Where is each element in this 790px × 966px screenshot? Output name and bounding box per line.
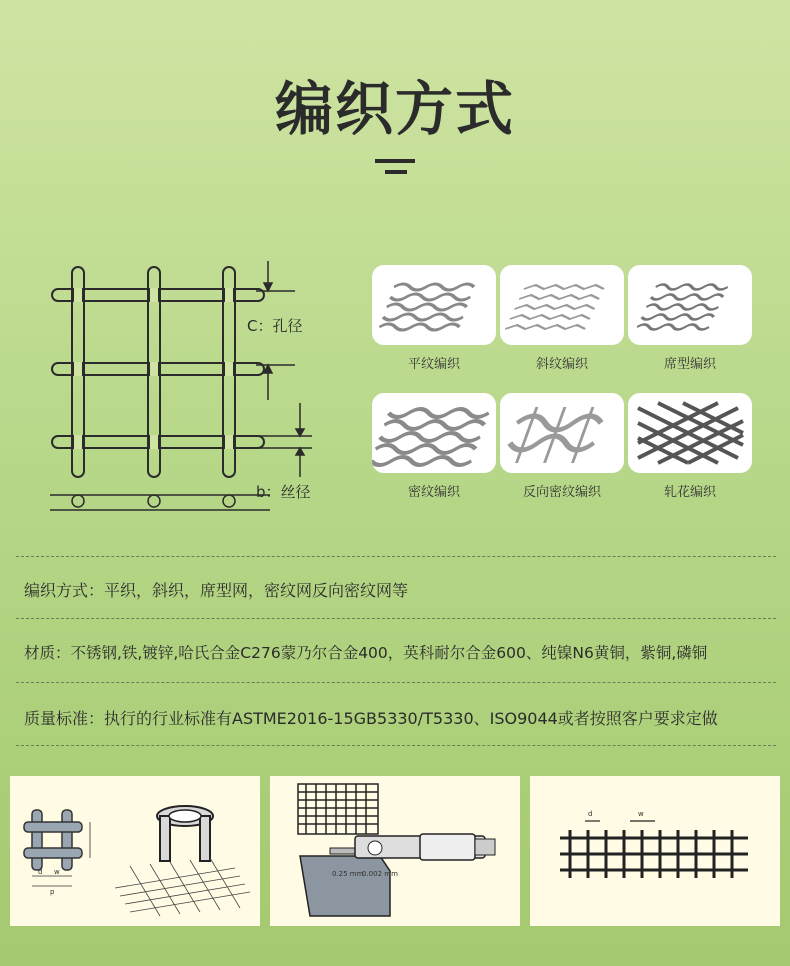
- weave-methods-text: 编织方式：平织，斜织，席型网，密纹网反向密纹网等: [24, 581, 409, 600]
- divider: [16, 618, 776, 619]
- mesh-dimension-diagram: [40, 255, 350, 535]
- wire-cross-section-panel: [10, 776, 260, 926]
- twill-weave-icon: [500, 265, 624, 345]
- dutch-weave-icon: [628, 265, 752, 345]
- panel-label-d: d: [38, 868, 43, 876]
- weave-label: 平纹编织: [407, 357, 460, 372]
- title-underline-bottom: [385, 170, 407, 174]
- divider: [16, 556, 776, 557]
- divider: [16, 745, 776, 746]
- weave-label: 轧花编织: [663, 485, 716, 500]
- weave-label: 斜纹编织: [535, 357, 588, 372]
- panel-label-w: w: [54, 868, 60, 876]
- title-underline-top: [375, 159, 415, 163]
- divider: [16, 682, 776, 683]
- plain-weave-icon: [372, 265, 496, 345]
- weave-label: 密纹编织: [407, 485, 460, 500]
- weave-type-gallery: [372, 265, 752, 515]
- micrometer-reading-2: 0.002 mm: [362, 870, 398, 878]
- dense-weave-icon: [372, 393, 496, 473]
- reverse-dense-weave-icon: [500, 393, 624, 473]
- wire-diameter-label: b：丝径: [256, 483, 311, 501]
- micrometer-reading-1: 0.25 mm: [332, 870, 364, 878]
- micrometer-panel: [270, 776, 520, 926]
- mesh-label-d: d: [588, 810, 593, 818]
- quality-standard-text: 质量标准：执行的行业标准有ASTME2016-15GB5330/T5330、ISO9044或者按照客户要求定做: [24, 709, 718, 728]
- mesh-label-w: w: [638, 810, 644, 818]
- weave-label: 席型编织: [663, 357, 716, 372]
- page-title: 编织方式: [274, 75, 515, 143]
- mesh-grid-panel: [530, 776, 780, 926]
- aperture-label: C：孔径: [247, 317, 303, 335]
- panel-label-p: p: [50, 888, 55, 896]
- crimped-weave-icon: [628, 393, 752, 473]
- weave-label: 反向密纹编织: [522, 485, 601, 500]
- material-text: 材质：不锈钢,铁,镀锌,哈氏合金C276蒙乃尔合金400，英科耐尔合金600、纯镍N6黄铜，紫铜,磷铜: [24, 644, 708, 662]
